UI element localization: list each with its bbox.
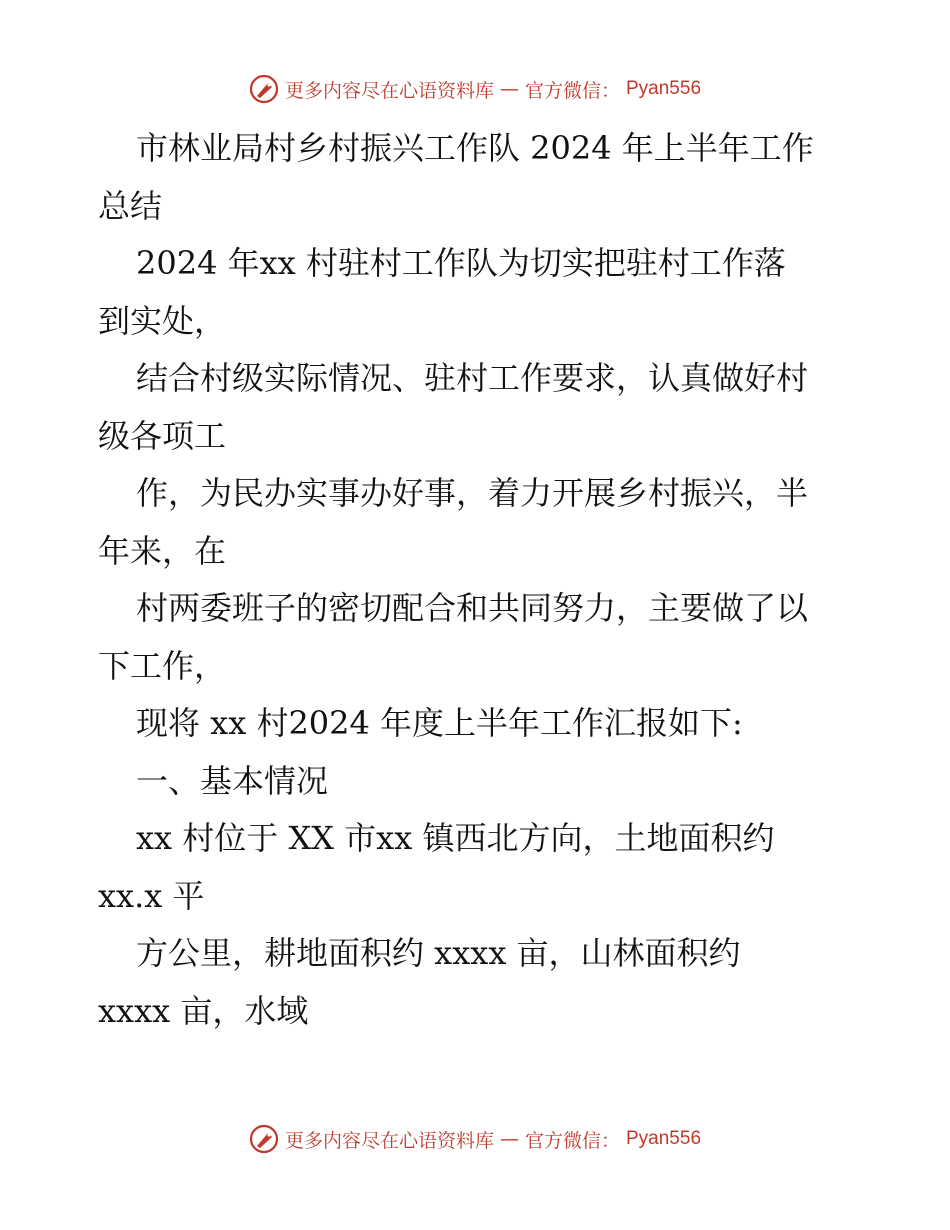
title-line-1: 市林业局村乡村振兴工作队 2024 年上半年工作 xyxy=(136,129,814,167)
pen-nib-logo-icon xyxy=(249,74,279,104)
pen-nib-logo-icon xyxy=(249,1124,279,1154)
watermark-contact-id: Pyan556 xyxy=(626,1128,702,1149)
paragraph-line: xx 村位于 XX 市xx 镇西北方向，土地面积约 xyxy=(136,819,775,857)
paragraph-line: 级各项工 xyxy=(98,416,227,455)
header-watermark xyxy=(0,74,950,104)
watermark-separator: — xyxy=(499,1128,519,1150)
paragraph-line: 现将 xx 村2024 年度上半年工作汇报如下: xyxy=(136,704,743,742)
paragraph-line: 结合村级实际情况、驻村工作要求，认真做好村 xyxy=(136,359,809,397)
watermark-contact-label: 官方微信： xyxy=(524,1129,620,1152)
paragraph-line: xx.x 平 xyxy=(98,876,205,915)
document-body xyxy=(98,120,858,1040)
watermark-separator: — xyxy=(499,78,519,100)
paragraph-line: xxxx 亩，水域 xyxy=(98,991,309,1030)
watermark-text: 更多内容尽在心语资料库 xyxy=(284,1129,494,1152)
paragraph-line: 年来，在 xyxy=(98,531,227,570)
watermark-contact-id: Pyan556 xyxy=(626,78,702,99)
section-heading: 一、基本情况 xyxy=(136,761,329,800)
paragraph-line: 方公里，耕地面积约 xxxx 亩，山林面积约 xyxy=(136,934,741,972)
paragraph-line: 到实处， xyxy=(98,301,227,340)
paragraph-line: 作，为民办实事办好事，着力开展乡村振兴，半 xyxy=(136,474,809,512)
watermark-text: 更多内容尽在心语资料库 xyxy=(284,79,494,102)
paragraph-line: 2024 年xx 村驻村工作队为切实把驻村工作落 xyxy=(136,244,786,282)
watermark-contact-label: 官方微信： xyxy=(524,79,620,102)
title-line-2: 总结 xyxy=(98,186,163,225)
paragraph-line: 村两委班子的密切配合和共同努力，主要做了以 xyxy=(136,589,809,627)
paragraph-line: 下工作， xyxy=(98,646,227,685)
footer-watermark xyxy=(0,1124,950,1154)
